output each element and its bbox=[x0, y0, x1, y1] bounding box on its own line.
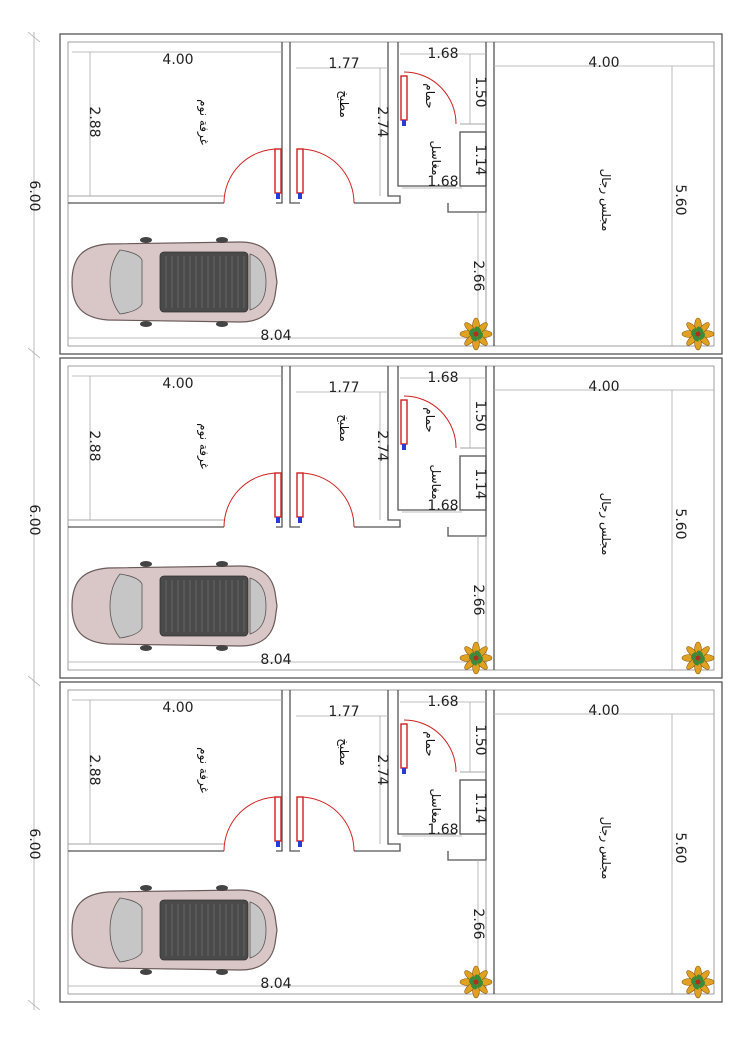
bedroom-door-icon bbox=[275, 797, 281, 847]
kitchen-door-swing bbox=[300, 473, 354, 527]
bedroom-door-swing bbox=[224, 473, 278, 527]
dim-bath-width: 1.68 bbox=[427, 694, 459, 710]
unit-plan-2 bbox=[26, 358, 722, 678]
dim-majlis-depth: 5.60 bbox=[672, 184, 688, 216]
bedroom-door-swing bbox=[224, 797, 278, 851]
dim-garage-depth: 2.66 bbox=[470, 260, 486, 292]
dim-kitchen-width: 1.77 bbox=[328, 380, 360, 396]
room-label-bedroom: غرفة نوم bbox=[197, 423, 211, 469]
dim-bedroom-depth: 2.88 bbox=[86, 754, 102, 786]
dim-majlis-width: 4.00 bbox=[588, 703, 620, 719]
plant-icon bbox=[682, 966, 714, 998]
plant-icon bbox=[460, 966, 492, 998]
room-label-majlis: مجلس رجال bbox=[599, 492, 613, 556]
dim-bath-depth: 1.50 bbox=[472, 76, 488, 108]
car-icon bbox=[72, 561, 277, 651]
room-label-majlis: مجلس رجال bbox=[599, 816, 613, 880]
room-label-bath: حمام bbox=[423, 731, 437, 757]
dim-garage-length: 8.04 bbox=[260, 652, 292, 668]
bath-door-icon bbox=[401, 76, 407, 126]
room-label-bedroom: غرفة نوم bbox=[197, 99, 211, 145]
dim-majlis-depth: 5.60 bbox=[672, 832, 688, 864]
dim-garage-depth: 2.66 bbox=[470, 908, 486, 940]
room-label-majlis: مجلس رجال bbox=[599, 168, 613, 232]
dim-kitchen-depth: 2.74 bbox=[374, 430, 390, 462]
dim-kitchen-width: 1.77 bbox=[328, 56, 360, 72]
dim-kitchen-width: 1.77 bbox=[328, 704, 360, 720]
car-icon bbox=[72, 237, 277, 327]
bath-door-icon bbox=[401, 724, 407, 774]
dim-bath-depth: 1.50 bbox=[472, 724, 488, 756]
bath-door-icon bbox=[401, 400, 407, 450]
room-label-kitchen: مطبخ bbox=[337, 90, 351, 118]
dim-bedroom-depth: 2.88 bbox=[86, 106, 102, 138]
dim-garage-length: 8.04 bbox=[260, 976, 292, 992]
room-label-bedroom: غرفة نوم bbox=[197, 747, 211, 793]
overall-height-label: 6.00 bbox=[26, 828, 42, 860]
bedroom-door-icon bbox=[275, 473, 281, 523]
plant-icon bbox=[460, 318, 492, 350]
room-label-stairs: مغاسل bbox=[429, 464, 443, 500]
kitchen-door-icon bbox=[297, 473, 303, 523]
dim-stair-width: 1.68 bbox=[427, 498, 459, 514]
plant-icon bbox=[682, 642, 714, 674]
dim-bedroom-width: 4.00 bbox=[162, 376, 194, 392]
dim-bedroom-depth: 2.88 bbox=[86, 430, 102, 462]
dim-bedroom-width: 4.00 bbox=[162, 700, 194, 716]
plant-icon bbox=[682, 318, 714, 350]
bedroom-door-swing bbox=[224, 149, 278, 203]
room-label-kitchen: مطبخ bbox=[337, 738, 351, 766]
dim-majlis-depth: 5.60 bbox=[672, 508, 688, 540]
bedroom-door-icon bbox=[275, 149, 281, 199]
dim-majlis-width: 4.00 bbox=[588, 55, 620, 71]
dim-bath-width: 1.68 bbox=[427, 46, 459, 62]
room-label-kitchen: مطبخ bbox=[337, 414, 351, 442]
unit-plan-3 bbox=[26, 682, 722, 1002]
room-label-bath: حمام bbox=[423, 407, 437, 433]
dim-stair-depth: 1.14 bbox=[472, 144, 488, 176]
room-label-bath: حمام bbox=[423, 83, 437, 109]
car-icon bbox=[72, 885, 277, 975]
dim-stair-depth: 1.14 bbox=[472, 792, 488, 824]
dim-stair-depth: 1.14 bbox=[472, 468, 488, 500]
dim-garage-depth: 2.66 bbox=[470, 584, 486, 616]
kitchen-door-swing bbox=[300, 149, 354, 203]
dim-majlis-width: 4.00 bbox=[588, 379, 620, 395]
dim-garage-length: 8.04 bbox=[260, 328, 292, 344]
plant-icon bbox=[460, 642, 492, 674]
dim-stair-width: 1.68 bbox=[427, 174, 459, 190]
dim-kitchen-depth: 2.74 bbox=[374, 106, 390, 138]
kitchen-door-icon bbox=[297, 797, 303, 847]
kitchen-door-icon bbox=[297, 149, 303, 199]
dim-bath-depth: 1.50 bbox=[472, 400, 488, 432]
dim-bedroom-width: 4.00 bbox=[162, 52, 194, 68]
overall-height-label: 6.00 bbox=[26, 180, 42, 212]
kitchen-door-swing bbox=[300, 797, 354, 851]
overall-height-label: 6.00 bbox=[26, 504, 42, 536]
dim-stair-width: 1.68 bbox=[427, 822, 459, 838]
unit-plan-1 bbox=[26, 34, 722, 354]
dim-kitchen-depth: 2.74 bbox=[374, 754, 390, 786]
dim-bath-width: 1.68 bbox=[427, 370, 459, 386]
room-label-stairs: مغاسل bbox=[429, 788, 443, 824]
room-label-stairs: مغاسل bbox=[429, 140, 443, 176]
